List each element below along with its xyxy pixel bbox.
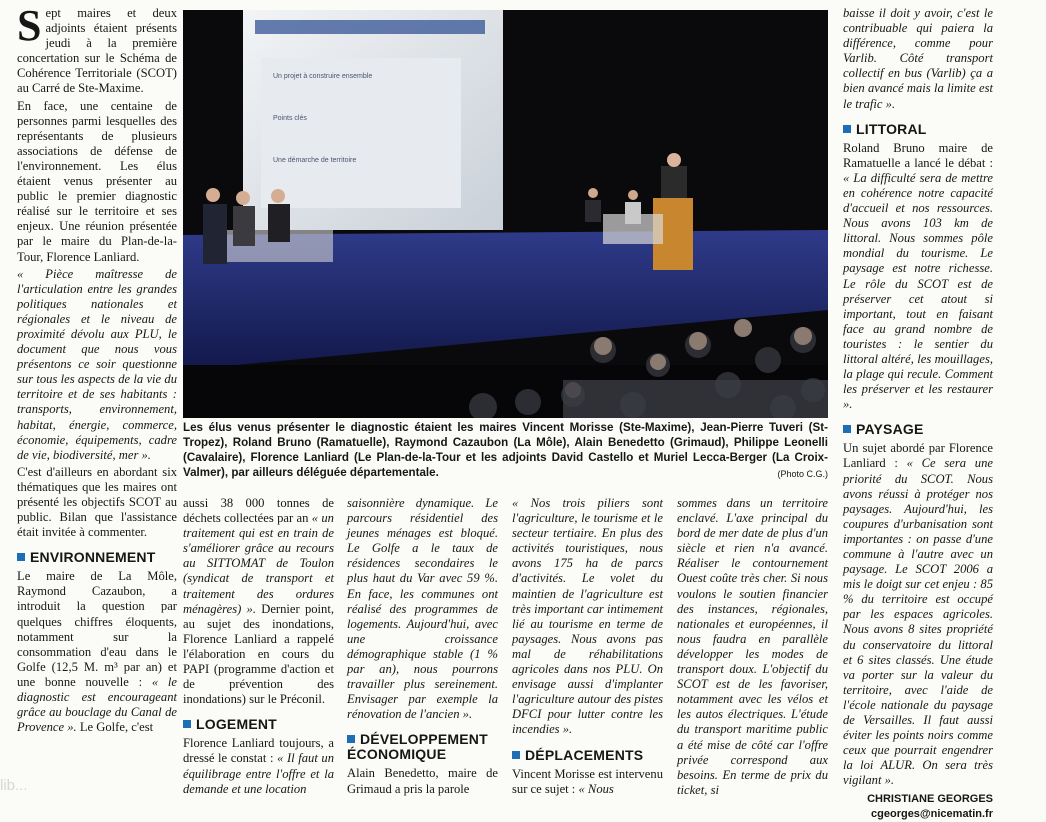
section-heading-deplacements: DÉPLACEMENTS <box>512 748 663 763</box>
caption-text: Les élus venus présenter le diagnostic étaient les maires Vincent Morisse (Ste-Maxime), Jean-Pierre Tuveri (St-Tropez), Roland Bruno (Ramatuelle), Raymond Cazaubon (La Môle), Alain Benedetto (Grimaud), Philippe Leonelli (Cavalaire), Florence Lanliard (Le Plan-de-la-Tour et les adjoints David Castello et Muriel Lecca-Berger (La Croix-Valmer), par ailleurs déléguée départementale. <box>183 421 828 479</box>
square-bullet-icon <box>843 125 851 133</box>
paragraph: Vincent Morisse est intervenu sur ce sujet : « Nous <box>512 766 663 796</box>
paragraph: Florence Lanliard toujours, a dressé le constat : « Il faut un équilibrage entre l'offre et la demande et une location <box>183 736 334 796</box>
screen-line: Un projet à construire ensemble <box>273 73 373 80</box>
paragraph: Alain Benedetto, maire de Grimaud a pris la parole <box>347 766 498 796</box>
column-6 <box>843 6 993 822</box>
screen-line: Points clés <box>273 115 307 122</box>
conference-photo <box>183 10 828 418</box>
paragraph: En face, une centaine de personnes parmi lesquelles des représentants de plusieurs associations de défense de l'environnement. Les élus étaient venus présenter au public le premier diagnostic réalisé sur le territoire et ses enjeux. Une réunion présentée par le maire du Plan-de-la-Tour, Florence Lanliard. <box>17 98 177 264</box>
column-3 <box>347 496 498 799</box>
author-email: cgeorges@nicematin.fr <box>871 807 993 820</box>
column-5 <box>677 496 828 800</box>
quote-paragraph: « Pièce maîtresse de l'articulation entre les grandes politiques nationales et régionales et le niveau de proximité dévolu aux PLU, le document que nous vous présentons ce soir questionne sur tous les aspects de la vie du territoire et de ses habitants : transports, environnement, habitat, énergie, commerce, économie, équipements, cadre de vie, biodiversité, mer ». <box>17 266 177 462</box>
paragraph: Un sujet abordé par Florence Lanliard : « Ce sera une priorité du SCOT. Nous avons réussi à protéger nos paysages. Aujourd'hui, les coupures d'urbanisation sont importantes : on passe d'une commune à l'autre avec un paysage. Le SCOT 2006 a mis le doigt sur cet enjeu : 85 % du territoire est occupé par les espaces agricoles. Nous avons 8 sites propriété du conservatoire du littoral et 6 sites classés. Une étude va porter sur la valeur du territoire, avec l'aide de l'école nationale du paysage de Versailles. Il faut aussi éviter les points noirs comme ceux que pourrait engendrer la loi ALUR. On sera très vigilant ». <box>843 441 993 788</box>
section-heading-paysage: PAYSAGE <box>843 422 993 437</box>
square-bullet-icon <box>843 425 851 433</box>
quote-paragraph: baisse il doit y avoir, c'est le contribuable qui paiera la différence, comme pour Varlib. Côté transport collectif en bus (Varlib) ça a bien avancé mais la limite est le trafic ». <box>843 6 993 111</box>
paragraph: aussi 38 000 tonnes de déchets collectées par an « un traitement qui est en train de s'améliorer grâce au recours au SITTOMAT de Toulon (syndicat de transport et traitement des ordures ménagères) ». Dernier point, au sujet des inondations, Florence Lanliard a rappelé l'élaboration en cours du PAPI (programme d'action et de prévention des inondations) sur le Préconil. <box>183 496 334 707</box>
column-2 <box>183 496 334 799</box>
paragraph: Le maire de La Môle, Raymond Cazaubon, a introduit la question par quelques chiffres éloquents, notamment sur la consommation d'eau dans le Golfe (12,5 M. m³ par an) et une bonne nouvelle : « le diagnostic est encourageant grâce au bouclage du Canal de Provence ». Le Golfe, c'est <box>17 569 177 735</box>
square-bullet-icon <box>183 720 191 728</box>
screen-line: Une démarche de territoire <box>273 157 357 164</box>
paragraph: C'est d'ailleurs en abordant six thématiques que les maires ont présenté les objectifs SCOT au public. Bilan que l'assistance était invitée à commenter. <box>17 464 177 540</box>
section-heading-environnement: ENVIRONNEMENT <box>17 550 177 565</box>
square-bullet-icon <box>17 553 25 561</box>
dropcap: S <box>17 1 42 50</box>
watermark: lib... <box>0 777 28 794</box>
photo-credit: (Photo C.G.) <box>777 469 828 479</box>
section-heading-littoral: LITTORAL <box>843 122 993 137</box>
square-bullet-icon <box>347 735 355 743</box>
intro-paragraph: ept maires et deux adjoints étaient présents jeudi à la première concertation sur le Schéma de Cohérence Territoriale (SCOT) au Carré de Ste-Maxime. <box>17 6 177 96</box>
photo-caption <box>183 420 828 482</box>
quote-paragraph: « Nos trois piliers sont l'agriculture, le tourisme et le secteur tertiaire. En plus des activités touristiques, nous avons 175 ha de parcs d'activités. Le volet du maintien de l'agriculture est très important car intimement lié au tourisme en terme de paysages. Nous avons pas mal de réhabilitations agricoles dans nos PLU. On envisage aussi d'implanter l'agriculture autour des pistes DFCI pour lutter contre les incendies ». <box>512 496 663 737</box>
column-1 <box>17 1 177 737</box>
square-bullet-icon <box>512 751 520 759</box>
quote-paragraph: sommes dans un territoire enclavé. L'axe principal du bord de mer date de plus d'un siècle et rien n'a avancé. Réaliser le contournement Ouest coûte très cher. Si nous voulons le soutien financier des instances, régionales, nationales et européennes, il nous faudra en parallèle développer les modes de transport doux. L'objectif du SCOT est de les favoriser, notamment avec les vélos et les autos électriques. L'étude du transport maritime public a été mise de côté car l'offre privée correspond aux besoins. En terme de prix du ticket, si <box>677 496 828 797</box>
paragraph: Roland Bruno maire de Ramatuelle a lancé le débat : « La difficulté sera de mettre en cohérence notre capacité d'accueil et nos ressources. Nous avons 103 km de littoral. Nous sommes pôle mondial du tourisme. Le paysage est notre richesse. Le rôle du SCOT est de préserver cet atout si important, tout en faisant face au grand nombre de touristes : le sentier du littoral altéré, les mouillages, la plage qui recule. Comment les préserver et les restaurer ». <box>843 140 993 412</box>
column-4 <box>512 496 663 799</box>
section-heading-developpement: DÉVELOPPEMENT ÉCONOMIQUE <box>347 731 488 763</box>
section-heading-logement: LOGEMENT <box>183 717 334 732</box>
author-signature: CHRISTIANE GEORGES <box>867 792 993 805</box>
stage-photo <box>183 10 828 418</box>
quote-paragraph: saisonnière dynamique. Le parcours résidentiel des jeunes ménages est bloqué. Le Golfe a le taux de résidences secondaires le plus haut du Var avec 59 %. En face, les communes ont réalisé des programmes de logements. Aujourd'hui, avec une croissance démographique stable (1 % par an), nous pourrons travailler plus sereinement. Envisager par exemple la rénovation de l'ancien ». <box>347 496 498 722</box>
